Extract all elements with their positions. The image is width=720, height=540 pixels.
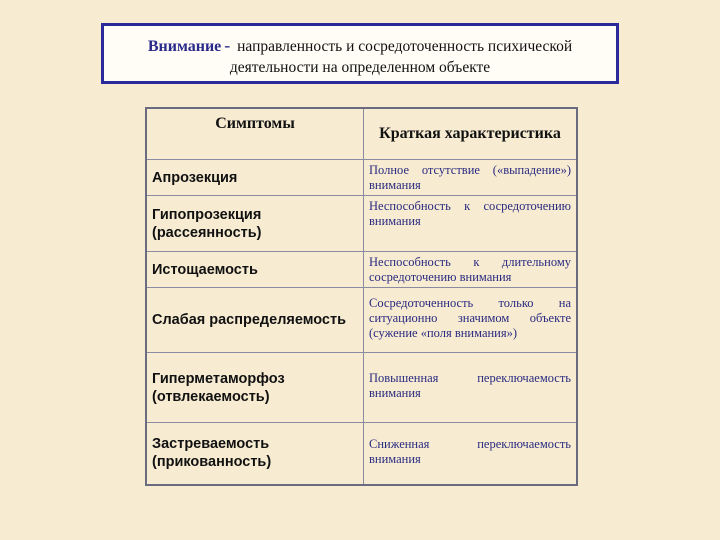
dash: -: [224, 35, 231, 55]
description-cell: Сосредоточенность только на ситуационно значимом объекте (сужение «поля внимания»): [364, 288, 578, 353]
symptom-cell: Гипопрозекция (рассеянность): [146, 196, 364, 252]
table-row: [146, 196, 577, 252]
table-row: [146, 160, 577, 196]
header-description: Краткая характеристика: [364, 108, 578, 160]
symptom-cell: Гиперметаморфоз (отвлекаемость): [146, 353, 364, 423]
definition-box: [101, 23, 619, 84]
symptom-cell: Апрозекция: [146, 160, 364, 196]
term: Внимание: [147, 38, 222, 55]
table-row: [146, 353, 577, 423]
description-cell: Неспособность к сосредоточению внимания: [364, 196, 578, 252]
description-cell: Повышенная переключаемость внимания: [364, 353, 578, 423]
table-row: [146, 252, 577, 288]
table-row: [146, 423, 577, 485]
symptom-cell: Застреваемость (прикованность): [146, 423, 364, 485]
description-cell: Сниженная переключаемость внимания: [364, 423, 578, 485]
symptoms-table: [145, 107, 578, 486]
symptom-cell: Истощаемость: [146, 252, 364, 288]
description-cell: Неспособность к длительному сосредоточению внимания: [364, 252, 578, 288]
symptom-cell: Слабая распределяемость: [146, 288, 364, 353]
table-header-row: [146, 108, 577, 160]
definition-text: направленность и сосредоточенность психической деятельности на определенном объекте: [229, 38, 573, 76]
table-row: [146, 288, 577, 353]
description-cell: Полное отсутствие («выпадение») внимания: [364, 160, 578, 196]
header-symptoms: Симптомы: [146, 108, 364, 160]
